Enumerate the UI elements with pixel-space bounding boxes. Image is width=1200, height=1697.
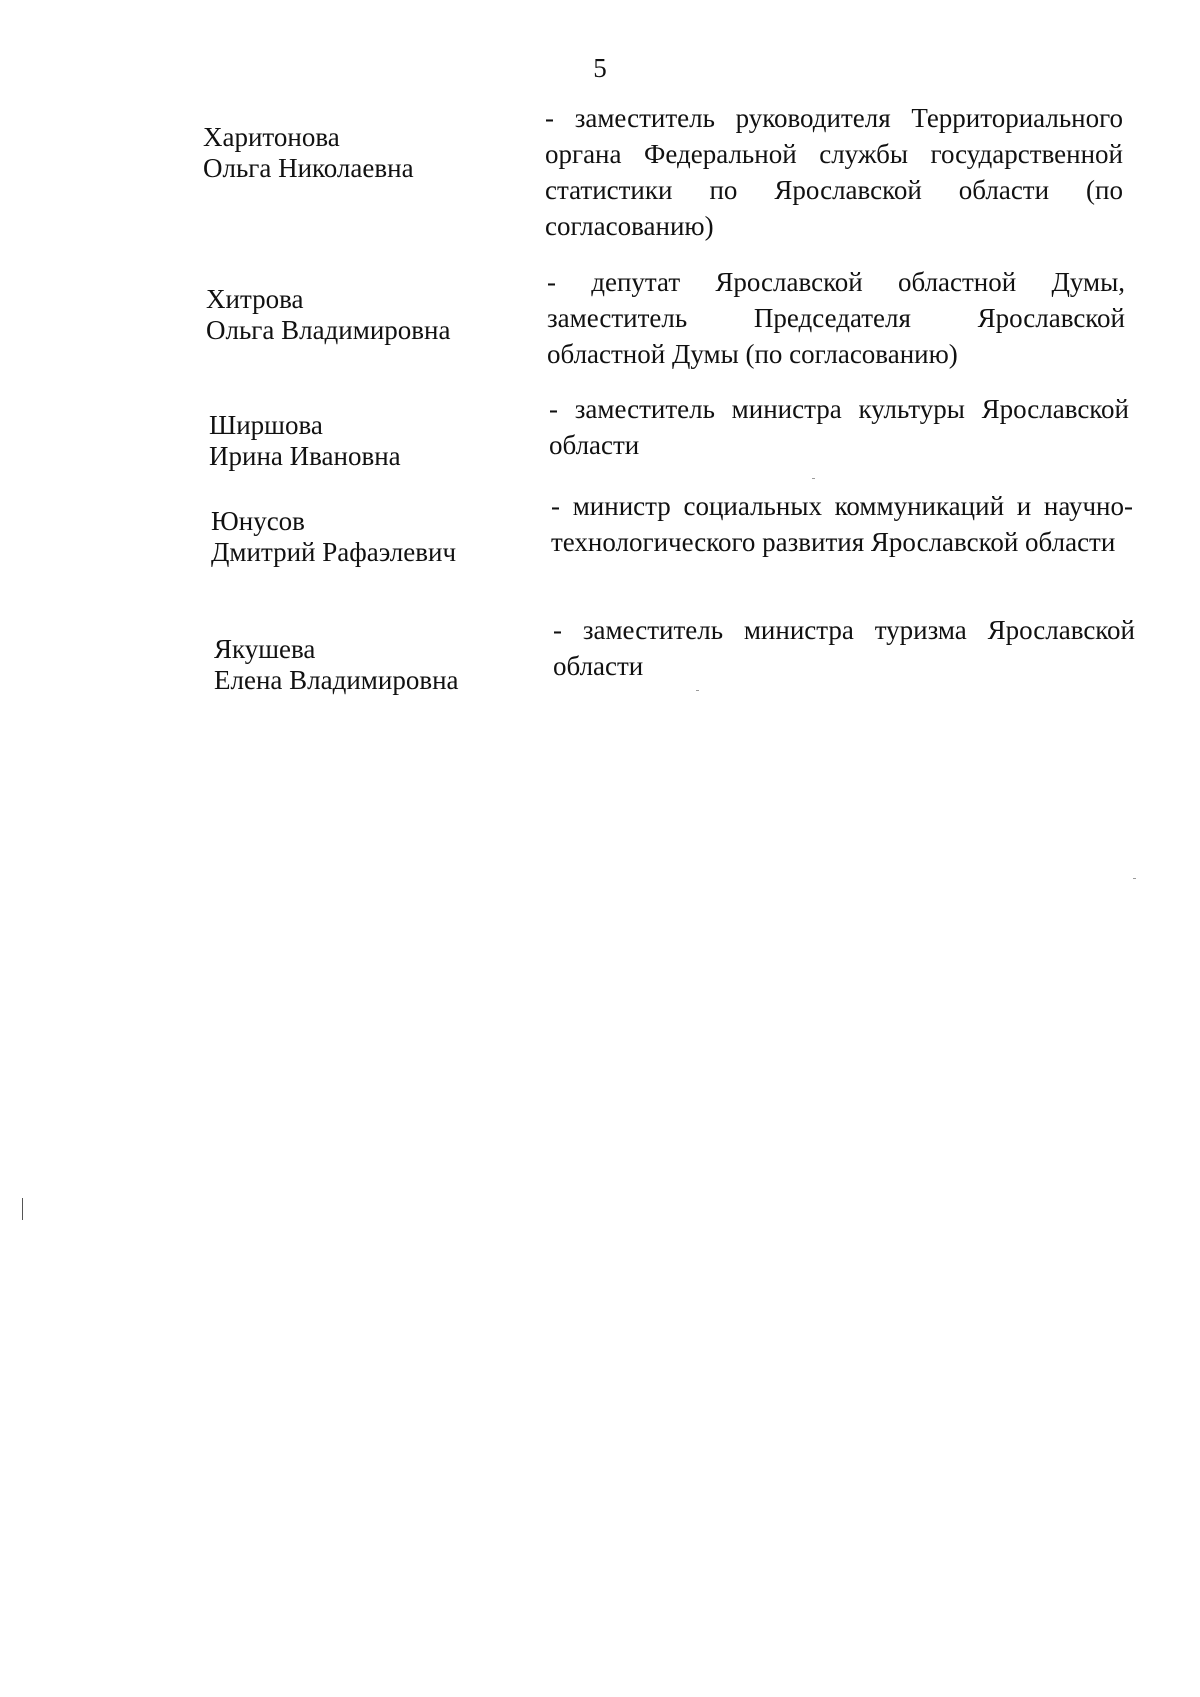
scan-mark — [812, 478, 815, 479]
member-surname: Ширшова — [209, 410, 323, 440]
member-surname: Харитонова — [203, 122, 340, 152]
member-name — [214, 634, 514, 696]
member-given-names: Дмитрий Рафаэлевич — [211, 537, 457, 567]
member-name — [203, 122, 503, 184]
member-role: - министр социальных коммуникаций и научно-технологического развития Ярославской области — [551, 491, 1133, 557]
member-name — [209, 410, 509, 472]
member-given-names: Ольга Владимировна — [206, 315, 451, 345]
member-role: - заместитель министра туризма Ярославской области — [553, 615, 1135, 681]
scan-mark — [1133, 878, 1136, 879]
member-surname: Юнусов — [211, 506, 305, 536]
page-number: 5 — [593, 53, 607, 83]
member-name — [211, 506, 511, 568]
member-role: - заместитель руководителя Территориального органа Федеральной службы государственной статистики по Ярославской области (по согласованию) — [545, 103, 1123, 241]
member-role: - заместитель министра культуры Ярославской области — [549, 394, 1129, 460]
member-given-names: Ирина Ивановна — [209, 441, 401, 471]
member-surname: Хитрова — [206, 284, 304, 314]
member-given-names: Елена Владимировна — [214, 665, 459, 695]
scan-mark — [22, 1198, 23, 1220]
member-surname: Якушева — [214, 634, 316, 664]
member-name — [206, 284, 506, 346]
member-given-names: Ольга Николаевна — [203, 153, 414, 183]
scan-mark — [696, 690, 699, 691]
member-role: - депутат Ярославской областной Думы, заместитель Председателя Ярославской областной Думы (по согласованию) — [547, 267, 1125, 369]
